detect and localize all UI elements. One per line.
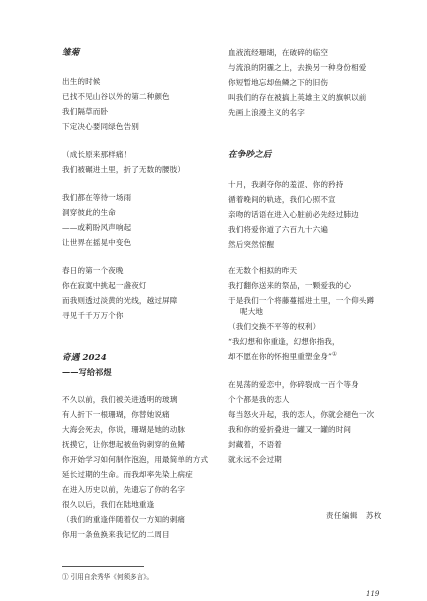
poem-line: 让世界在摇晃中变色 [62,238,132,247]
poem-line: 寻见千千万万个你 [62,311,124,320]
poem-line: 很久以后，我们在陆地重逢 [62,500,155,509]
poem-line: “我幻想和你重逢，幻想你指我， [228,337,340,346]
poem-line: （成长原来那样痛！ [62,150,132,159]
poem-line: 我们隔草而卧 [62,107,109,116]
poem-line: 你短暂地忘却鱼鳞之下的旧伤 [228,78,329,87]
poem-line: 下定决心要同绿色告别 [62,122,139,131]
poem-line: 封藏着，不语着 [228,440,282,449]
poem-line: 亲吻的话语在进入心脏前必先经过肺边 [228,210,359,219]
poem-line: 你在寂寞中挑起一盏夜灯 [62,281,147,290]
poem-line: 有人折下一根珊瑚，你替她说痛 [62,410,170,419]
poem-line: 循着晚间的轨迹，我们心照不宣 [228,195,336,204]
poem-line: 在无数个相拟的昨天 [228,266,298,275]
poem-line: 我和你的爱折叠进一罐又一罐的时间 [228,425,352,434]
footnote-divider [62,566,144,567]
poem-line: 洞穿彼此的生命 [62,208,116,217]
poem-line: 就永远不会过期 [228,455,282,464]
poem-line: 呢大地 [240,307,264,316]
poem-line: 先画上浪漫主义的名字 [228,108,305,117]
poem-line: 在晃荡的爱恋中，你碎裂成一百个等身 [228,380,359,389]
poem-line: 已找不见山谷以外的第二种颜色 [62,92,170,101]
poem-line: 出生的时候 [62,77,101,86]
poem-line: 血液流经珊瑚，在破碎的临空 [228,48,329,57]
poem-line: 然后突然惊醒 [228,240,275,249]
poem-subtitle: ——写给祁煜 [62,367,112,377]
footnote: ① 引用自余秀华《何须多言》。 [62,573,154,581]
poem-line: （我们的重逢伴随着仅一方知的刺痛 [62,515,186,524]
poem-line: 与流浪的阴霾之上，去换另一种身份相爱 [228,63,367,72]
poem-line: 我们都在等待一场雨 [62,193,132,202]
poem-title: 在争吵之后 [228,150,272,160]
poem-line: 而我则透过淡黄的光线，越过屏障 [62,296,178,305]
poem-line: ——或莉盼风声响起 [62,223,132,232]
poem-line: 我们被碾进土里，折了无数的腰肢） [62,165,186,174]
poem-title: 奇遇 2024 [62,353,107,363]
poem-line: 你开始学习如何制作泡泡，用最简单的方式 [62,455,209,464]
poem-line: 于是我们一个将藤蔓摇进土里，一个仰头蹲 [228,296,375,305]
editor-credit: 责任编辑 苏枚 [326,511,382,520]
poem-line-with-footnote [228,352,337,362]
poem-line: 在进入历史以前，先遗忘了你的名字 [62,485,186,494]
poem-line: 十月，我剥夺你的羞涩、你的矜持 [228,180,344,189]
poem-line: 个个都是我的恋人 [228,395,290,404]
poem-line: 叫我们的存在被搞上英雄主义的旗帜以前 [228,93,367,102]
poem-line: 我们将爱你道了六百九十六遍 [228,225,329,234]
page-number: 119 [366,590,380,598]
poem-line: 我打翻你送来的祭品，一颗爱我的心 [228,281,352,290]
poem-line: 每当怒火升起，我的恋人，你就会褪色一次 [228,410,375,419]
poem-title: 雏菊 [62,48,80,58]
poem-line: 却不愿在你的怀抱里重塑金身” [228,352,332,361]
poem-line: 抚摸它，让你想起被鱼钩刺穿的鱼鳍 [62,440,186,449]
poem-line: 你用一条鱼换来我记忆的二周目 [62,530,170,539]
poem-line: 不久以前，我们被关进透明的玻璃 [62,395,178,404]
poem-line: 大海会死去，你说，珊瑚是她的动脉 [62,425,186,434]
poem-line: 春日的第一个夜晚 [62,266,124,275]
poem-line: （我们交换不平等的权利） [228,322,321,331]
footnote-marker: ① [332,351,338,358]
poem-line: 延长过期的生命。而我却率先染上病症 [62,470,193,479]
